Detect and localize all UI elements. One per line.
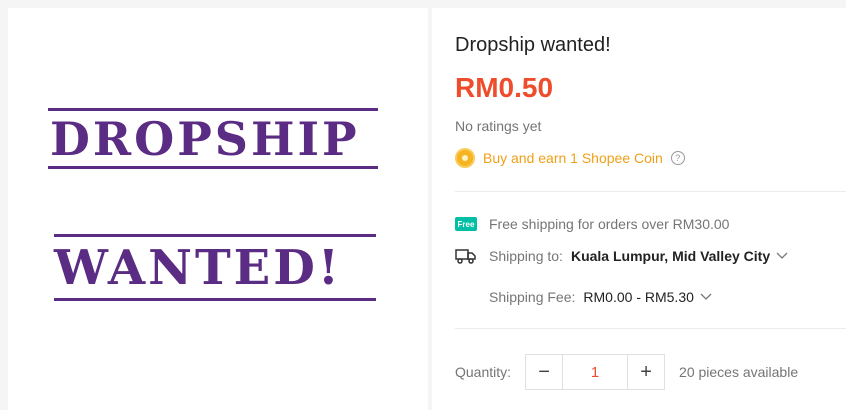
chevron-down-icon[interactable]	[776, 252, 788, 260]
stock-available: 20 pieces available	[679, 364, 799, 380]
stamp-line-top	[48, 108, 378, 111]
shipping-to-row[interactable]	[455, 248, 788, 264]
chevron-down-icon[interactable]	[700, 293, 712, 301]
divider-bottom	[455, 328, 846, 329]
shipping-to-label: Shipping to:	[489, 248, 563, 264]
product-price: RM0.50	[455, 72, 554, 103]
truck-icon	[455, 248, 477, 264]
stamp-line-bottom	[54, 298, 376, 301]
free-shipping-icon: Free	[455, 217, 477, 231]
divider-top	[455, 191, 846, 192]
ratings-text: No ratings yet	[455, 118, 542, 134]
shipping-fee-label: Shipping Fee:	[489, 289, 576, 305]
coin-reward	[455, 148, 685, 168]
shipping-to-value[interactable]: Kuala Lumpur, Mid Valley City	[570, 248, 771, 264]
stamp-line-upper2	[54, 234, 376, 237]
stamp-text-dropship: DROPSHIP	[50, 112, 360, 166]
stamp-line-mid	[48, 166, 378, 169]
free-shipping-text: Free shipping for orders over RM30.00	[489, 216, 730, 232]
product-title: Dropship wanted!	[455, 34, 611, 56]
quantity-stepper[interactable]	[525, 354, 665, 390]
help-icon[interactable]: ?	[671, 151, 685, 165]
decrease-button[interactable]: −	[538, 360, 550, 383]
increase-button[interactable]: +	[640, 360, 652, 383]
shipping-fee-row[interactable]	[489, 289, 712, 305]
stamp-text-wanted: WANTED!	[54, 240, 342, 296]
free-shipping-row	[455, 216, 729, 232]
product-image[interactable]	[8, 8, 428, 410]
shipping-fee-value[interactable]: RM0.00 - RM5.30	[583, 289, 694, 305]
quantity-input[interactable]: 1	[562, 355, 628, 389]
quantity-label: Quantity:	[455, 364, 512, 380]
product-info-panel	[432, 8, 846, 410]
quantity-row	[455, 354, 798, 390]
coin-reward-text: Buy and earn 1 Shopee Coin	[483, 150, 663, 166]
shopee-coin-icon	[455, 148, 475, 168]
